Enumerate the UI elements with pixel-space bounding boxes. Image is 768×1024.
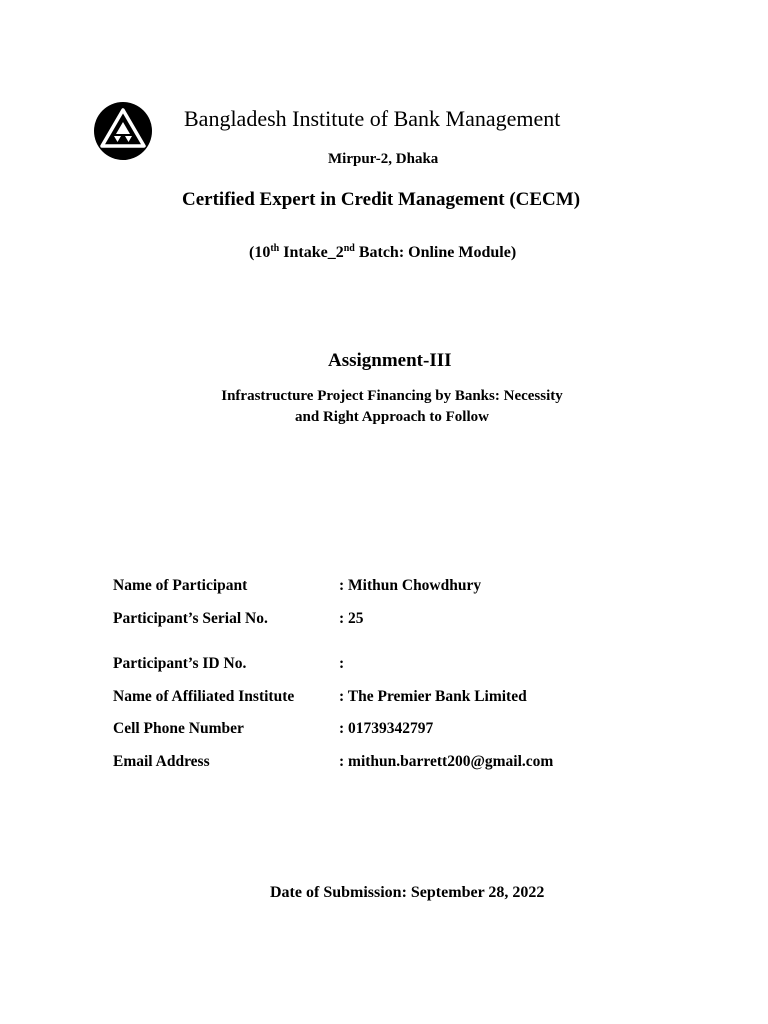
batch-close: Batch: Online Module)	[354, 244, 517, 261]
label-cell-phone: Cell Phone Number	[113, 720, 244, 737]
institute-location: Mirpur-2, Dhaka	[328, 151, 439, 167]
batch-sup-nd: nd	[343, 243, 355, 254]
label-id-no: Participant’s ID No.	[113, 655, 247, 672]
batch-open: (10	[249, 244, 271, 261]
batch-info	[249, 244, 516, 262]
value-participant-name: : Mithun Chowdhury	[339, 577, 482, 594]
institute-name: Bangladesh Institute of Bank Management	[184, 106, 561, 131]
topic-line-1: Infrastructure Project Financing by Banks: Necessity	[221, 388, 563, 404]
label-serial-no: Participant’s Serial No.	[113, 610, 268, 627]
bibm-logo-icon	[94, 102, 152, 160]
value-cell-phone: : 01739342797	[339, 720, 434, 737]
program-title: Certified Expert in Credit Management (CECM)	[182, 189, 581, 210]
label-affiliated-institute: Name of Affiliated Institute	[113, 688, 295, 705]
value-serial-no: : 25	[339, 610, 364, 627]
assignment-title: Assignment-III	[328, 350, 452, 371]
label-email: Email Address	[113, 753, 210, 770]
label-participant-name: Name of Participant	[113, 577, 248, 594]
batch-sup-th: th	[270, 243, 280, 254]
topic-line-2: and Right Approach to Follow	[295, 409, 489, 425]
submission-date: Date of Submission: September 28, 2022	[270, 884, 545, 901]
batch-mid: Intake_2	[279, 244, 344, 261]
value-email: : mithun.barrett200@gmail.com	[339, 753, 554, 770]
value-id-no: :	[339, 655, 345, 672]
assignment-topic	[180, 386, 604, 428]
value-affiliated-institute: : The Premier Bank Limited	[339, 688, 527, 705]
